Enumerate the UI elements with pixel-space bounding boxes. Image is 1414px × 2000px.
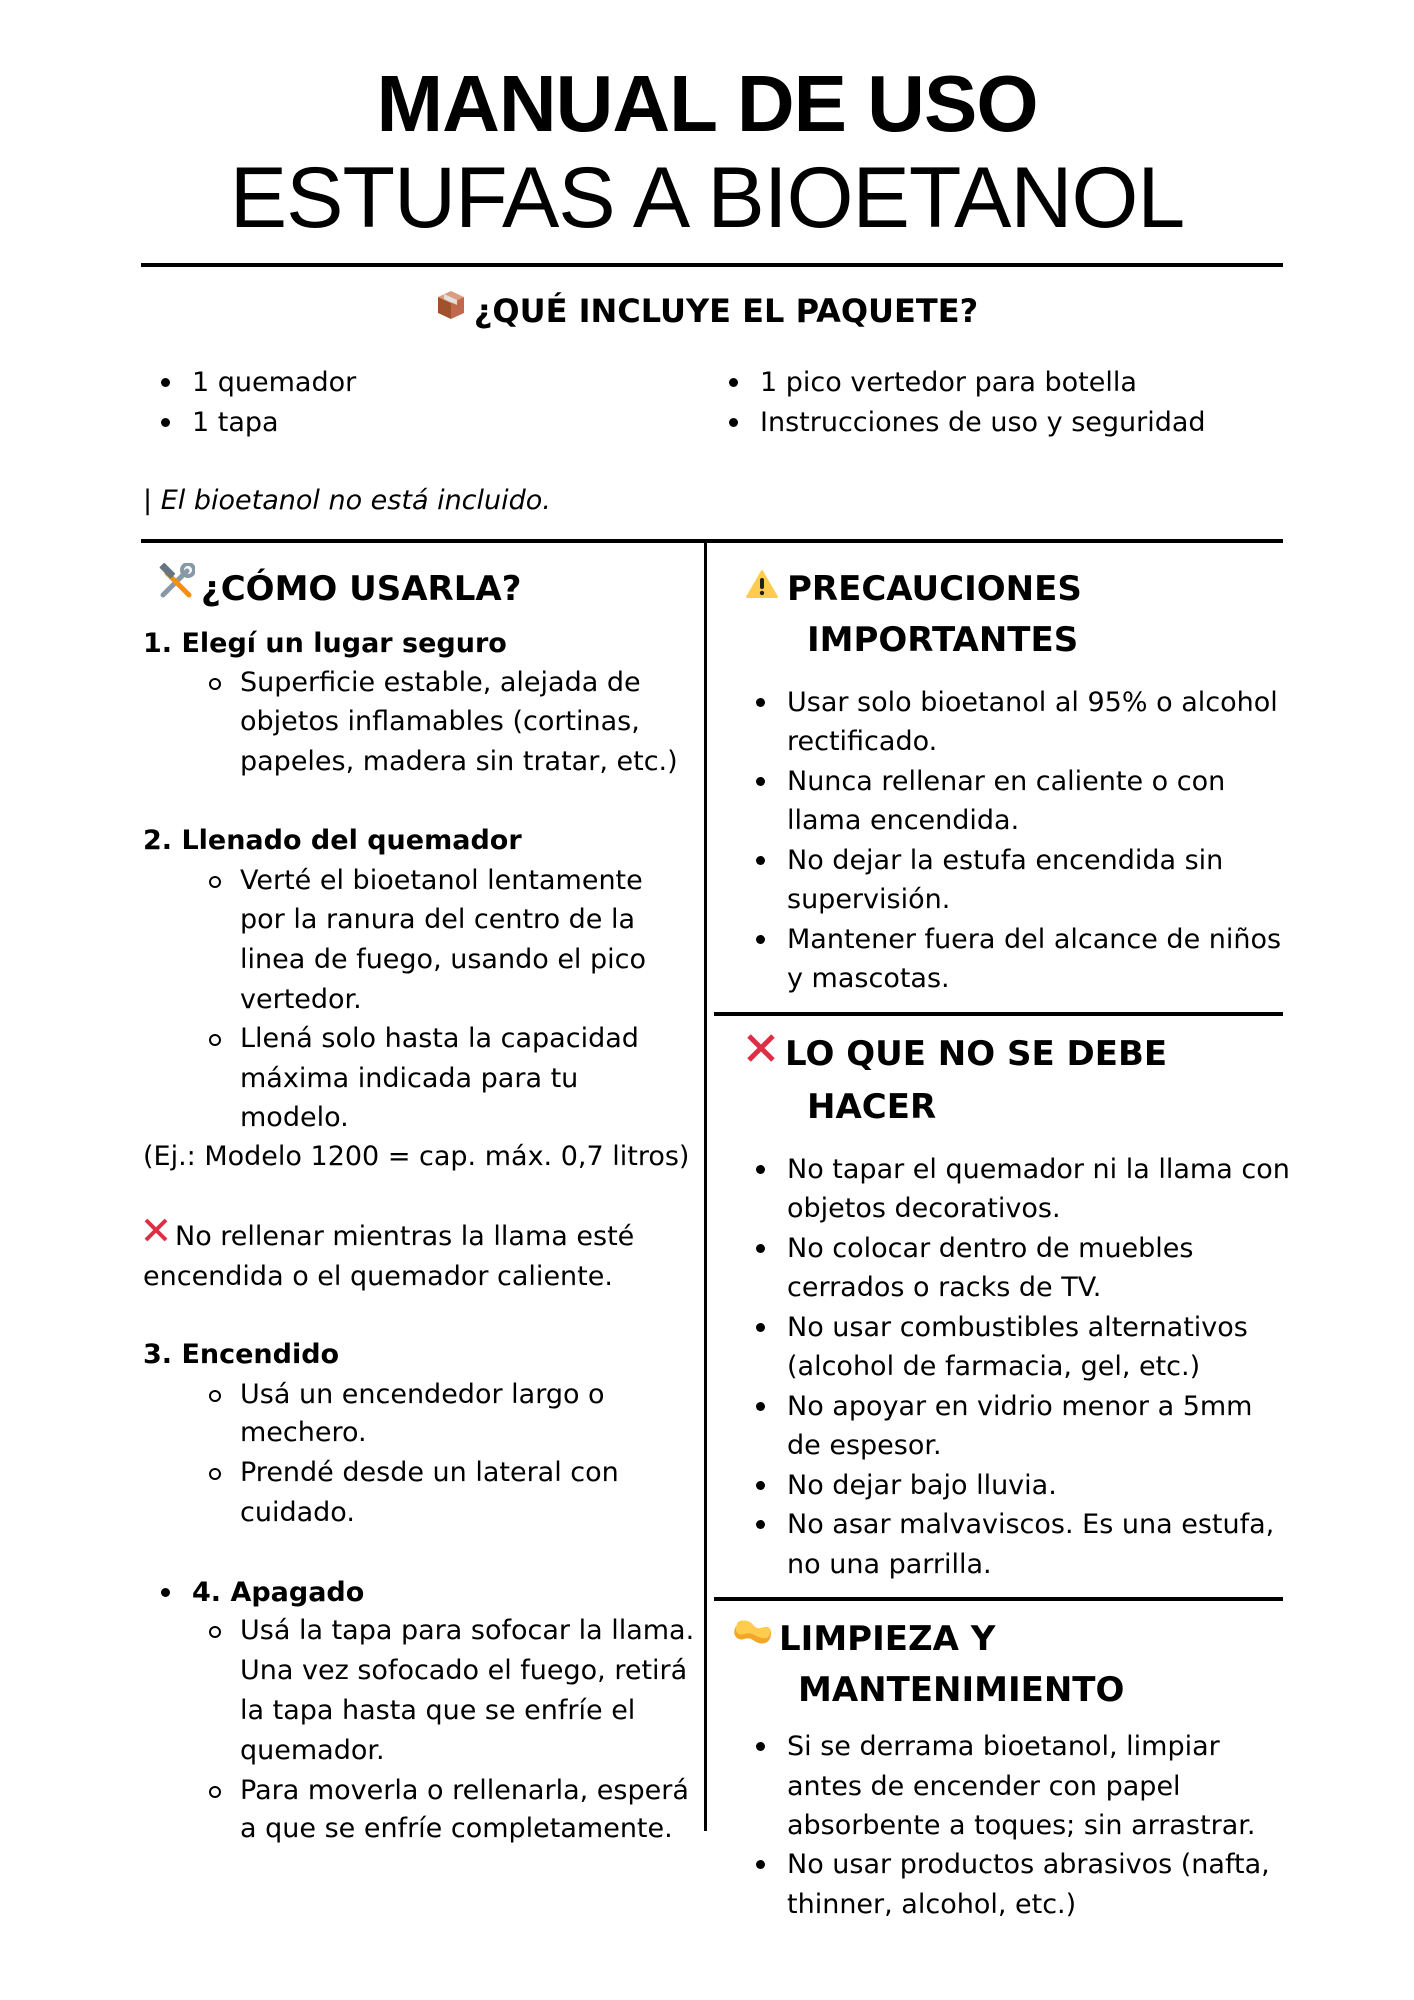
sub-bullet [209,1626,221,1638]
step-title: 3. Encendido [143,1339,340,1370]
warning-icon [745,562,779,614]
dont-line: no una parrilla. [787,1549,992,1580]
sub-bullet [209,876,221,888]
step-title: 2. Llenado del quemador [143,825,522,856]
step-item-line: Para moverla o rellenarla, esperá [240,1775,689,1806]
precaution-line: Mantener fuera del alcance de niños [787,924,1282,955]
package-item: 1 quemador [192,367,357,398]
bullet [161,418,170,427]
sub-bullet [209,1786,221,1798]
step-item-line: por la ranura del centro de la [240,904,636,935]
column-divider [704,541,707,1831]
note-text: El bioetanol no está incluido. [160,485,551,516]
warning-line [143,1217,634,1258]
package-item: 1 pico vertedor para botella [760,367,1137,398]
step-item-line: vertedor. [240,984,362,1015]
cross-mark-icon [143,1215,169,1255]
tools-icon [157,562,195,614]
precaution-line: rectificado. [787,726,938,757]
how-to-heading [157,563,521,617]
sub-bullet [209,1034,221,1046]
divider-middle [141,539,1283,543]
step-item-line: máxima indicada para tu [240,1063,579,1094]
step-item-line: papeles, madera sin tratar, etc.) [240,746,678,777]
bullet [756,1520,765,1529]
dont-line: cerrados o racks de TV. [787,1272,1102,1303]
cleaning-line: thinner, alcohol, etc.) [787,1889,1077,1920]
package-item: 1 tapa [192,407,279,438]
dont-line: No usar combustibles alternativos [787,1312,1248,1343]
dont-line: (alcohol de farmacia, gel, etc.) [787,1351,1201,1382]
package-item: Instrucciones de uso y seguridad [760,407,1206,438]
bullet [756,1165,765,1174]
step-item-line: quemador. [240,1735,385,1766]
sub-bullet [209,678,221,690]
donts-heading-line1: LO QUE NO SE DEBE [785,1034,1168,1074]
cleaning-heading-line1: LIMPIEZA Y [779,1619,996,1659]
step-item-line: modelo. [240,1102,349,1133]
warning-text: No rellenar mientras la llama esté [175,1221,635,1252]
package-heading-text: ¿QUÉ INCLUYE EL PAQUETE? [473,292,979,330]
dont-line: No colocar dentro de muebles [787,1233,1194,1264]
step-item-line: linea de fuego, usando el pico [240,944,647,975]
bullet [756,777,765,786]
divider-donts [714,1597,1283,1601]
cleaning-line: absorbente a toques; sin arrastrar. [787,1810,1256,1841]
bullet [756,1402,765,1411]
step-item-line: Usá un encendedor largo o [240,1379,605,1410]
bullet [756,698,765,707]
dont-line: de espesor. [787,1430,942,1461]
step-item-line: cuidado. [240,1497,355,1528]
cleaning-line: No usar productos abrasivos (nafta, [787,1849,1270,1880]
cleaning-heading-line2: MANTENIMIENTO [798,1670,1125,1710]
precaution-line: Usar solo bioetanol al 95% o alcohol [787,687,1278,718]
step-item-line: Usá la tapa para sofocar la llama. [240,1615,695,1646]
precaution-line: No dejar la estufa encendida sin [787,845,1224,876]
package-note [143,481,551,521]
warning-line: encendida o el quemador caliente. [143,1261,613,1292]
step-item-line: Verté el bioetanol lentamente [240,865,643,896]
cross-mark-icon [745,1027,777,1079]
cleaning-heading [733,1613,995,1667]
step-item-line: Llená solo hasta la capacidad [240,1023,639,1054]
donts-heading-line2: HACER [807,1087,937,1127]
precautions-heading-line2: IMPORTANTES [807,620,1079,660]
step-item-line: Una vez sofocado el fuego, retirá [240,1655,688,1686]
cleaning-line: antes de encender con papel [787,1771,1181,1802]
step-item-line: mechero. [240,1417,367,1448]
bullet [756,1860,765,1869]
dont-line: No tapar el quemador ni la llama con [787,1154,1290,1185]
step-item-line: la tapa hasta que se enfríe el [240,1695,636,1726]
bullet [756,1481,765,1490]
document-title: MANUAL DE USO [376,59,1038,148]
example-note: (Ej.: Modelo 1200 = cap. máx. 0,7 litros) [143,1141,690,1172]
how-to-heading-text: ¿CÓMO USARLA? [201,569,522,609]
sponge-icon [733,1612,773,1664]
dont-line: No asar malvaviscos. Es una estufa, [787,1509,1275,1540]
precaution-line: llama encendida. [787,805,1020,836]
bullet [756,1742,765,1751]
bullet [756,856,765,865]
precaution-line: Nunca rellenar en caliente o con [787,766,1226,797]
step-title: 1. Elegí un lugar seguro [143,628,507,659]
precautions-heading-line1: PRECAUCIONES [787,569,1082,609]
dont-line: objetos decorativos. [787,1193,1061,1224]
document-subtitle: ESTUFAS A BIOETANOL [229,150,1185,246]
bullet [729,418,738,427]
sub-bullet [209,1390,221,1402]
precautions-heading [745,563,1082,617]
dont-line: No apoyar en vidrio menor a 5mm [787,1391,1253,1422]
divider-precautions [714,1012,1283,1016]
step-item-line: Prendé desde un lateral con [240,1457,619,1488]
bullet [729,378,738,387]
bullet [161,378,170,387]
note-bar: | [143,485,153,516]
package-heading [0,288,1414,336]
bullet [161,1588,170,1597]
dont-line: No dejar bajo lluvia. [787,1470,1057,1501]
step-item-line: Superficie estable, alejada de [240,667,641,698]
cleaning-line: Si se derrama bioetanol, limpiar [787,1731,1220,1762]
sub-bullet [209,1468,221,1480]
package-icon [436,287,466,333]
step-title: 4. Apagado [192,1577,365,1608]
bullet [756,1244,765,1253]
step-item-line: a que se enfríe completamente. [240,1813,673,1844]
precaution-line: supervisión. [787,884,951,915]
step-item-line: objetos inflamables (cortinas, [240,706,640,737]
precaution-line: y mascotas. [787,963,950,994]
donts-heading [745,1028,1167,1082]
bullet [756,935,765,944]
bullet [756,1323,765,1332]
divider-top [141,263,1283,267]
